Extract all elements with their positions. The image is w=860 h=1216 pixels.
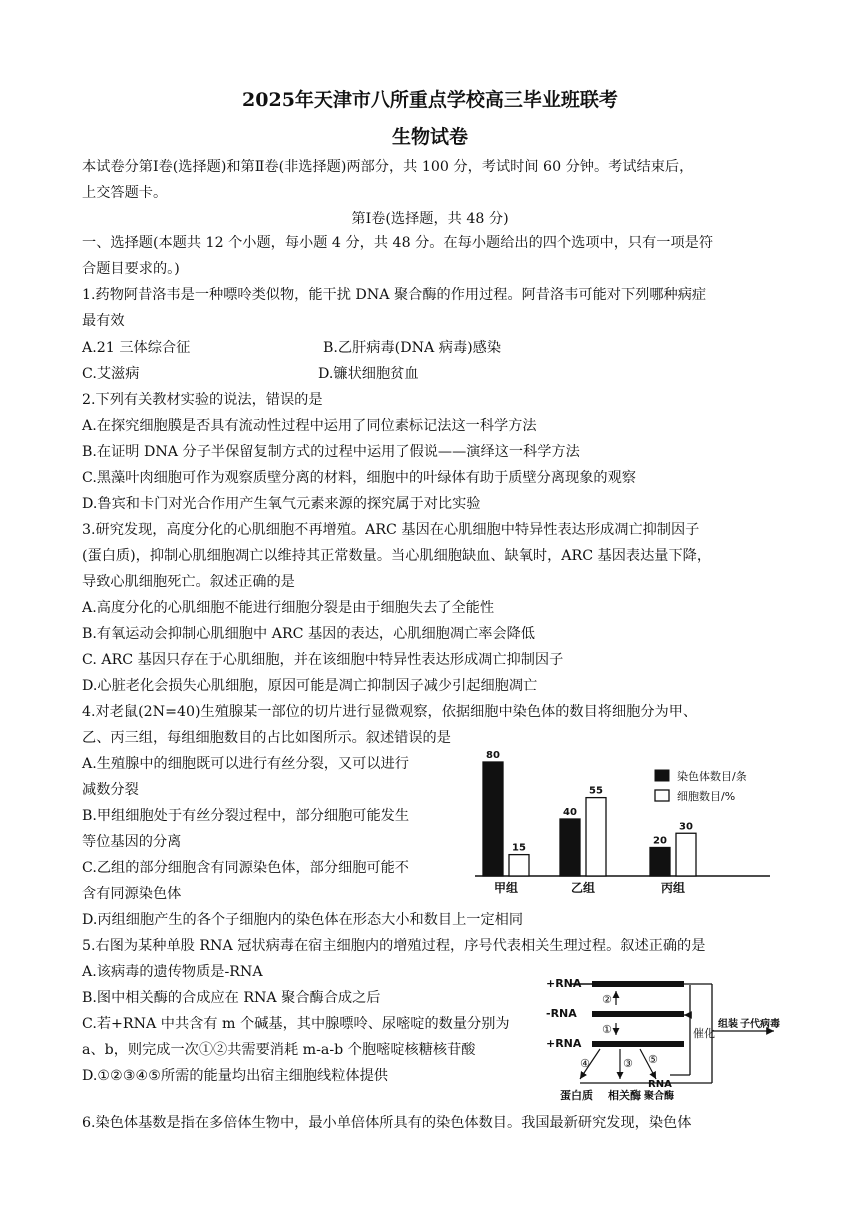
section-title: 第Ⅰ卷(选择题，共 48 分) <box>351 211 509 227</box>
q2-option-c: C.黑藻叶肉细胞可作为观察质壁分离的材料，细胞中的叶绿体有助于质壁分离现象的观察 <box>82 470 636 486</box>
strand-label-top: +RNA <box>546 977 582 990</box>
intro-line-2: 上交答题卡。 <box>82 185 168 201</box>
q1-stem-2: 最有效 <box>82 313 125 329</box>
bar-cells-3 <box>676 833 696 876</box>
data-label-cells-2: 55 <box>589 785 603 797</box>
data-label-chromosomes-2: 40 <box>563 807 577 818</box>
legend-swatch-cells <box>655 790 669 801</box>
data-label-cells-1: 15 <box>512 842 526 854</box>
q4-stem-2: 乙、丙三组，每组细胞数目的占比如图所示。叙述错误的是 <box>82 730 451 746</box>
q5-option-d: D.①②③④⑤所需的能量均出宿主细胞线粒体提供 <box>82 1068 388 1084</box>
assemble-label: 组装 <box>718 1019 738 1030</box>
q1-option-d: D.镰状细胞贫血 <box>318 366 419 382</box>
q4-stem-1: 4.对老鼠(2N=40)生殖腺某一部位的切片进行显微观察，依据细胞中染色体的数目将细胞分为甲、 <box>82 704 698 720</box>
bar-cells-2 <box>586 798 606 876</box>
strand-label-bottom: +RNA <box>546 1037 582 1050</box>
strand-top <box>592 981 684 987</box>
category-label-2: 乙组 <box>570 881 596 895</box>
catalyze-label-text: 催化 <box>693 1027 715 1040</box>
q5-option-a: A.该病毒的遗传物质是-RNA <box>82 964 263 980</box>
strand-label-middle: -RNA <box>546 1007 577 1020</box>
q4-option-b-1: B.甲组细胞处于有丝分裂过程中，部分细胞可能发生 <box>82 808 410 824</box>
data-label-cells-3: 30 <box>679 821 693 833</box>
product-protein: 蛋白质 <box>560 1089 593 1102</box>
category-label-3: 丙组 <box>660 881 686 895</box>
chart-legend <box>655 769 747 803</box>
step-label-3: ③ <box>623 1057 633 1070</box>
legend-label-chromosomes: 染色体数目/条 <box>677 770 747 783</box>
category-label-1: 甲组 <box>493 881 519 895</box>
q2-option-b: B.在证明 DNA 分子半保留复制方式的过程中运用了假说——演绎这一科学方法 <box>82 444 580 460</box>
q3-stem-1: 3.研究发现，高度分化的心肌细胞不再增殖。ARC 基因在心肌细胞中特异性表达形成凋亡抑制因子 <box>82 522 700 538</box>
q5-option-c-1: C.若+RNA 中共含有 m 个碱基，其中腺嘌呤、尿嘧啶的数量分别为 <box>82 1016 510 1032</box>
q3-option-a: A.高度分化的心肌细胞不能进行细胞分裂是由于细胞失去了全能性 <box>82 600 495 616</box>
legend-swatch-chromosomes <box>655 770 669 781</box>
step-label-2: ② <box>602 993 612 1006</box>
step-label-1: ① <box>602 1023 612 1036</box>
q4-option-a-2: 减数分裂 <box>82 782 139 798</box>
product-polymerase: 聚合酶 <box>644 1091 674 1102</box>
q3-stem-3: 导致心肌细胞死亡。叙述正确的是 <box>82 574 295 590</box>
q4-option-b-2: 等位基因的分离 <box>82 834 182 850</box>
bar-chromosomes-3 <box>650 848 670 877</box>
q6-stem: 6.染色体基数是指在多倍体生物中，最小单倍体所具有的染色体数目。我国最新研究发现，染色体 <box>82 1115 692 1131</box>
q1-option-b: B.乙肝病毒(DNA 病毒)感染 <box>323 340 502 356</box>
q4-option-c-2: 含有同源染色体 <box>82 886 182 902</box>
strand-middle <box>592 1011 684 1017</box>
product-enzyme: 相关酶 <box>608 1089 641 1102</box>
step-label-5: ⑤ <box>648 1053 658 1066</box>
virus-replication-diagram <box>540 975 780 1103</box>
q3-stem-2: (蛋白质)，抑制心肌细胞凋亡以维持其正常数量。当心肌细胞缺血、缺氧时，ARC 基因表达量下降， <box>82 548 712 564</box>
strand-bottom <box>592 1041 684 1047</box>
exam-subtitle: 生物试卷 <box>391 126 468 148</box>
product-rna: RNA <box>648 1079 672 1090</box>
offspring-label: 子代病毒 <box>740 1019 780 1030</box>
q1-option-a: A.21 三体综合征 <box>82 340 191 356</box>
q3-option-d: D.心脏老化会损失心肌细胞，原因可能是凋亡抑制因子减少引起细胞凋亡 <box>82 678 538 694</box>
exam-title: 2025年天津市八所重点学校高三毕业班联考 <box>242 89 618 111</box>
q1-option-c: C.艾滋病 <box>82 366 140 382</box>
q4-option-a-1: A.生殖腺中的细胞既可以进行有丝分裂，又可以进行 <box>82 756 409 772</box>
q3-option-c: C. ARC 基因只存在于心肌细胞，并在该细胞中特异性表达形成凋亡抑制因子 <box>82 652 564 668</box>
q1-stem-1: 1.药物阿昔洛韦是一种嘌呤类似物，能干扰 DNA 聚合酶的作用过程。阿昔洛韦可能对下列哪种病症 <box>82 287 707 303</box>
q4-option-d: D.丙组细胞产生的各个子细胞内的染色体在形态大小和数目上一定相同 <box>82 912 524 928</box>
section-instructions-1: 一、选择题(本题共 12 个小题，每小题 4 分，共 48 分。在每小题给出的四个选项中，只有一项是符 <box>82 235 714 251</box>
q2-option-a: A.在探究细胞膜是否具有流动性过程中运用了同位素标记法这一科学方法 <box>82 418 537 434</box>
bar-chromosomes-1 <box>483 762 503 876</box>
section-instructions-2: 合题目要求的。) <box>82 261 180 277</box>
bar-cells-1 <box>509 855 529 876</box>
q4-option-c-1: C.乙组的部分细胞含有同源染色体，部分细胞可能不 <box>82 860 409 876</box>
q5-stem: 5.右图为某种单股 RNA 冠状病毒在宿主细胞内的增殖过程，序号代表相关生理过程。叙述正确的是 <box>82 938 706 954</box>
diagram-svg <box>540 975 780 1103</box>
q2-option-d: D.鲁宾和卡门对光合作用产生氧气元素来源的探究属于对比实验 <box>82 496 481 512</box>
q5-option-b: B.图中相关酶的合成应在 RNA 聚合酶合成之后 <box>82 990 381 1006</box>
intro-line-1: 本试卷分第Ⅰ卷(选择题)和第Ⅱ卷(非选择题)两部分，共 100 分，考试时间 60 分钟。考试结束后， <box>82 159 694 175</box>
q2-stem: 2.下列有关教材实验的说法，错误的是 <box>82 392 323 408</box>
q3-option-b: B.有氧运动会抑制心肌细胞中 ARC 基因的表达，心肌细胞凋亡率会降低 <box>82 626 535 642</box>
chromosome-bar-chart <box>465 748 775 900</box>
data-label-chromosomes-1: 80 <box>486 750 500 761</box>
bar-chromosomes-2 <box>560 819 580 876</box>
step-label-4: ④ <box>580 1057 590 1070</box>
legend-label-cells: 细胞数目/% <box>677 790 736 803</box>
q5-option-c-2: a、b，则完成一次①②共需要消耗 m-a-b 个胞嘧啶核糖核苷酸 <box>82 1042 476 1058</box>
bar-chart-svg <box>465 748 775 900</box>
data-label-chromosomes-3: 20 <box>653 835 667 847</box>
